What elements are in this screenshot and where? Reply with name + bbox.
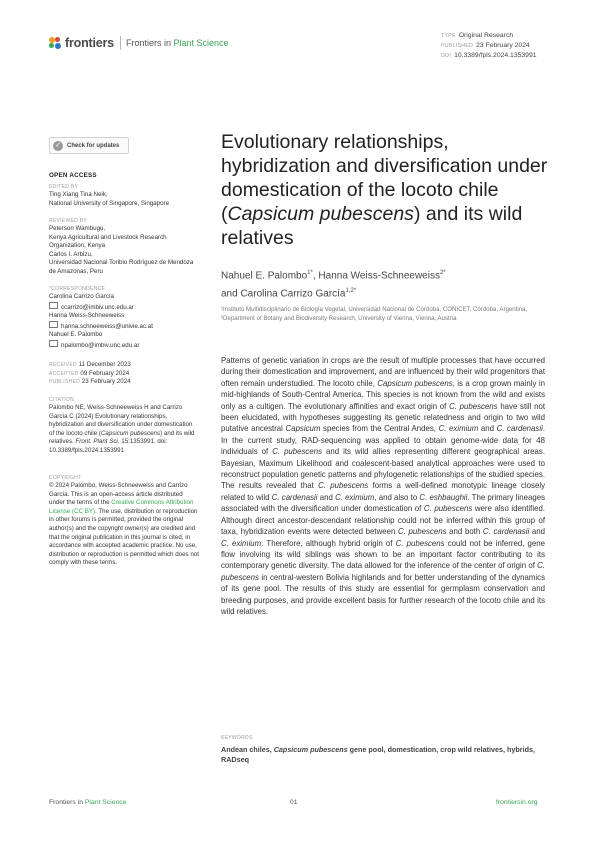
abstract-text: in central-western Bolivia highlands and for better understanding of the dynamics of its gene pool. The results of this study are essential for germplasm conservation and breeding purposes, and provide excellent basis for further research of the locoto chile and its wild relatives. [221, 572, 545, 616]
journal-name[interactable]: Frontiers in Plant Science [126, 38, 229, 48]
reviewed-by: REVIEWED BY Peterson Wambugu, Kenya Agricultural and Livestock Research Organization, Kenya Carlos I. Arbizu, Universidad Nacional Toribio Rodríguez de Mendoza de Amazonas, Peru [49, 218, 194, 275]
email-icon [49, 340, 58, 347]
abstract-text: and [317, 492, 336, 502]
author-list: Nahuel E. Palombo$^{1*}$, Hanna Weiss-Schneeweiss$^{2*}$ and Carolina Carrizo García$^{1,2*}$ [221, 270, 446, 300]
abstract-text: and [529, 527, 545, 537]
email-link[interactable]: ccarrizo@imbiv.unc.edu.ar [49, 302, 199, 313]
email-icon [49, 302, 58, 309]
abstract-text: forms a well-defined monotypic lineage closely related to wild [221, 481, 545, 502]
abstract-taxon: C. cardenasii [482, 527, 530, 537]
copyright: COPYRIGHT © 2024 Palombo, Weiss-Schneeweiss and Carrizo García. This is an open-access article distributed under the terms of the Creative Commons Attribution License (CC BY). The use, distribution or reproduction in other forums is permitted, provided the original author(s) and the copyright owner(s) are credited and that the original publication in this journal is cited, in accordance with accepted academic practice. No use, distribution or reproduction is permitted which does not comply with these terms. [49, 475, 199, 567]
footer-site-link[interactable]: frontiersin.org [496, 799, 538, 806]
abstract-taxon: C. cardenasii [271, 492, 318, 502]
abstract-text: Patterns of genetic variation in crops are the result of multiple processes that have occurred during their domestication and improvement, and are influenced by their wild progenitors that often remain understudied. The locoto chile, [221, 356, 545, 388]
page-number: 01 [290, 799, 298, 806]
logo-text: frontiers [65, 36, 114, 50]
keywords-label: KEYWORDS [221, 735, 253, 741]
footer-journal[interactable]: Frontiers in Plant Science [49, 799, 127, 806]
abstract-taxon: Capsicum [285, 424, 321, 434]
abstract-text: could not be inferred, gene flow involving its wild siblings was shown to be an important factor contributing to its contemporary genetic diversity. The data allowed for the inference of the center of origin of [221, 538, 546, 571]
abstract-taxon: C. cardenasii [496, 424, 543, 434]
abstract-text: were also identified. Although direct ancestor-descendant relationship could not be inferred within this group of taxa, hybridization events were detected between [221, 504, 545, 537]
abstract-text: and its wild allies representing different geographical areas. Bayesian, Maximum Likelihood and coalescent-based analytical approaches were used to reconstruct population genetic patterns and phylogenetic relationships of the studied species. The results revealed that [221, 447, 545, 491]
abstract-text: , is a crop grown mainly in mid-highlands of South-Central America. This species is not known from the wild and exists only as a cultigen. The evolutionary affinities and exact origin of [221, 378, 545, 411]
abstract-text: and [478, 424, 497, 434]
citation: CITATION Palombo NE, Weiss-Schneeweiss H and Carrizo García C (2024) Evolutionary relationships, hybridization and diversification under domestication of the locoto chile (Capsicum pubescens) and its wild relatives. Front. Plant Sci. 15:1353991. doi: 10.3389/fpls.2024.1353991 [49, 397, 195, 454]
email-link[interactable]: hanna.schneeweiss@univie.ac.at [49, 321, 199, 332]
abstract-text: . Therefore, although hybrid origin of [261, 538, 396, 548]
edited-by: EDITED BY Ting Xiang Tina Neik, National University of Singapore, Singapore [49, 184, 170, 207]
abstract-taxon: C. eshbaughii [419, 492, 468, 502]
abstract-taxon: C. pubescens [398, 527, 447, 537]
abstract-taxon: C. pubescens [395, 538, 445, 548]
abstract-taxon: C. pubescens [221, 561, 545, 582]
email-link[interactable]: npalombo@imbiv.unc.edu.ar [49, 340, 199, 351]
email-icon [49, 321, 58, 328]
abstract-taxon: C. pubescens [318, 481, 369, 491]
abstract-text: have still not been elucidated, with hypotheses suggesting its genetic relatedness and origin to two wild putative ancestral [221, 401, 546, 434]
abstract-text: and both [446, 527, 483, 537]
article-meta: TYPE Original Research PUBLISHED 23 February 2024 DOI 10.3389/fpls.2024.1353991 [441, 32, 537, 59]
doi-link[interactable]: 10.3389/fpls.2024.1353991 [454, 52, 537, 59]
abstract-text: . In the current study, RAD-sequencing was applied to obtain genome-wide data for 48 individuals of [221, 424, 545, 457]
open-access-label: OPEN ACCESS [49, 172, 97, 179]
abstract-taxon: C. pubescens [449, 401, 498, 411]
correspondence: *CORRESPONDENCE Carolina Carrizo García ccarrizo@imbiv.unc.edu.ar Hanna Weiss-Schneeweiss hanna.schneeweiss@univie.ac.at Nahuel E. Palombo npalombo@imbiv.unc.edu.ar [49, 285, 199, 351]
author-name[interactable]: Nahuel E. Palombo [221, 270, 308, 282]
frontiers-logo[interactable] [49, 36, 114, 50]
author-name[interactable]: and Carolina Carrizo García [221, 288, 346, 300]
article-title: Evolutionary relationships, hybridization and diversification under domestication of the locoto chile (Capsicum pubescens) and its wild relatives [221, 131, 548, 249]
author-name[interactable]: Hanna Weiss-Schneeweiss [318, 270, 440, 282]
abstract-text: species from the Central Andes, [320, 424, 439, 434]
abstract-taxon: C. pubescens [423, 504, 473, 514]
abstract-taxon: C. eximium [221, 538, 262, 548]
check-for-updates-button[interactable]: ✓ Check for updates [49, 137, 129, 154]
check-updates-icon: ✓ [53, 141, 63, 151]
affiliations: ¹Instituto Multidisciplinario de Biología Vegetal, Universidad Nacional de Córdoba, CONICET, Córdoba, Argentina, ²Department of Botany and Biodiversity Research, University of Vienna, Vienna, Austria [221, 306, 528, 322]
abstract-text: . The primary lineages associated with the diversification under domestication of [221, 492, 545, 514]
license-link[interactable]: Creative Commons Attribution License (CC BY). [49, 499, 194, 515]
abstract-taxon: C. eximium [438, 424, 479, 434]
abstract-taxon: C. eximium [335, 492, 375, 502]
keywords: Andean chiles, Capsicum pubescens gene pool, domestication, crop wild relatives, hybrids, RADseq [221, 745, 535, 764]
dates: RECEIVED 11 December 2023 ACCEPTED 09 February 2024 PUBLISHED 23 February 2024 [49, 361, 131, 386]
abstract-taxon: Capsicum pubescens [377, 378, 453, 388]
abstract-taxon: C. pubescens [272, 447, 323, 457]
abstract [221, 355, 545, 617]
header-divider [120, 36, 121, 50]
frontiers-logo-icon [49, 37, 62, 50]
abstract-text: , and also to [374, 492, 420, 502]
